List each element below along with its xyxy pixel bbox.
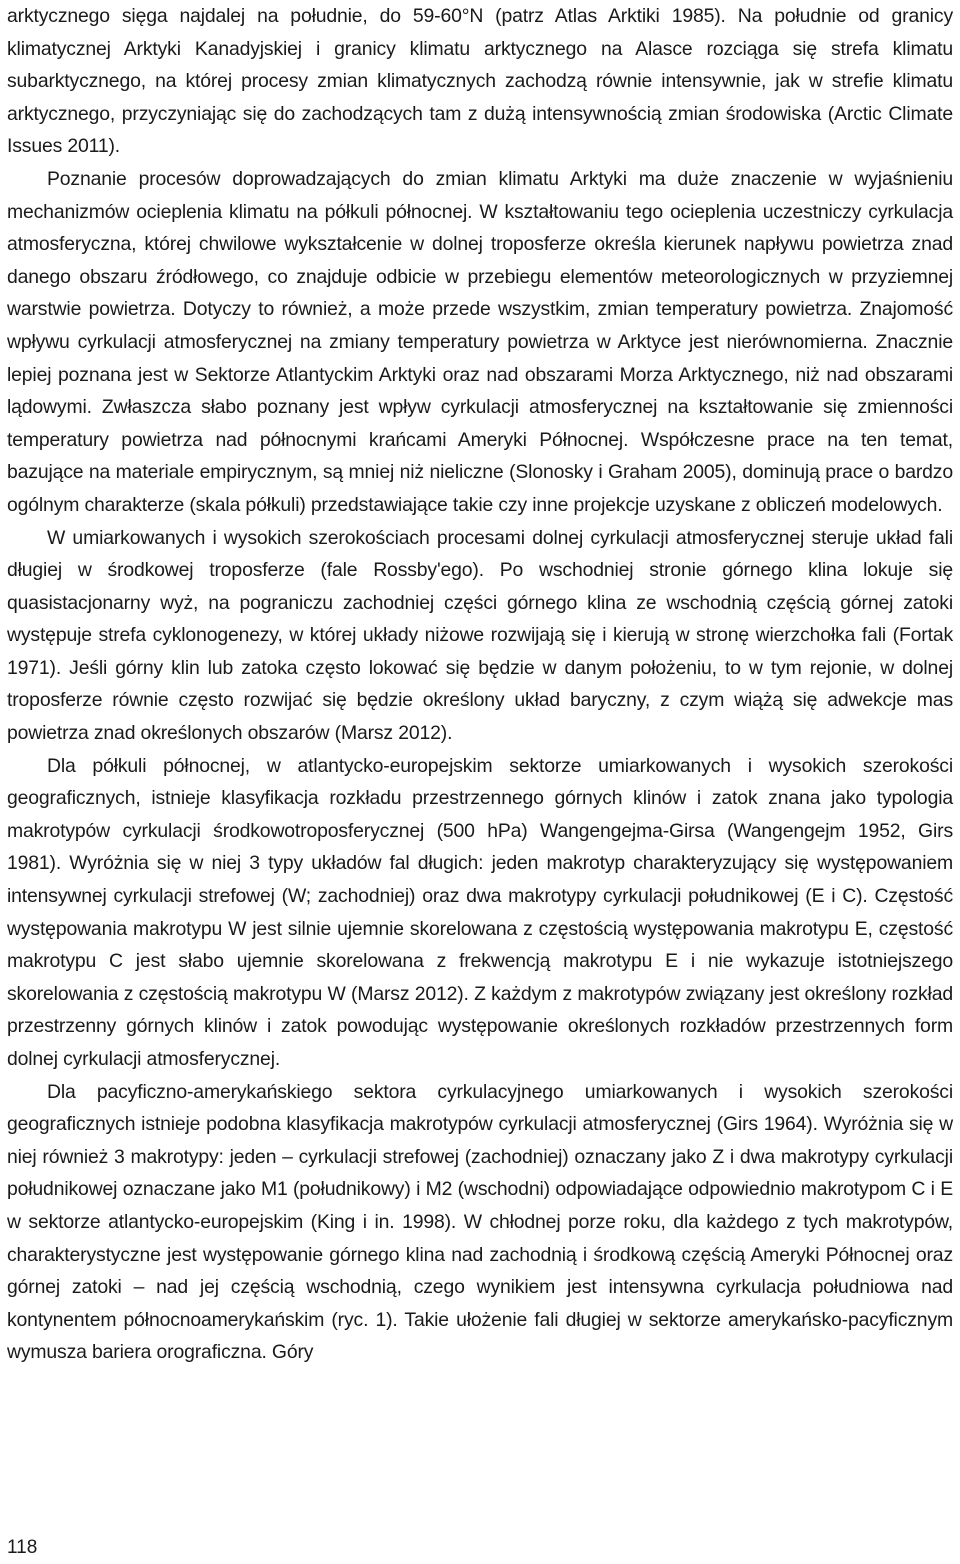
paragraph-arctic-climate-mechanisms: Poznanie procesów doprowadzających do zmian klimatu Arktyki ma duże znaczenie w wyjaśnieniu mechanizmów ocieplenia klimatu na półkuli północnej. W kształtowaniu tego ocieplenia uczestniczy cyrkulacja atmosferyczna, której chwilowe wykształcenie w dolnej troposferze określa kierunek napływu powietrza znad danego obszaru źródłowego, co znajduje odbicie w przebiegu elementów meteorologicznych w przyziemnej warstwie powietrza. Dotyczy to również, a może przede wszystkim, zmian temperatury powietrza. Znajomość wpływu cyrkulacji atmosferycznej na zmiany temperatury powietrza w Arktyce jest nierównomierna. Znacznie lepiej poznana jest w Sektorze Atlantyckim Arktyki oraz nad obszarami Morza Arktycznego, niż nad obszarami lądowymi. Zwłaszcza słabo poznany jest wpływ cyrkulacji atmosferycznej na kształtowanie się zmienności temperatury powietrza nad północnymi krańcami Ameryki Północnej. Współczesne prace na ten temat, bazujące na materiale empirycznym, są mniej niż nieliczne (Slonosky i Graham 2005), dominują prace o bardzo ogólnym charakterze (skala półkuli) przedstawiające takie czy inne projekcje uzyskane z obliczeń modelowych. [7, 167, 953, 516]
paragraph-pacific-american-sector: Dla pacyficzno-amerykańskiego sektora cyrkulacyjnego umiarkowanych i wysokich szerokości geograficznych istnieje podobna klasyfikacja makrotypów cyrkulacji atmosferycznej (Girs 1964). Wyróżnia się w niej również 3 makrotypy: jeden – cyrkulacji strefowej (zachodniej) oznaczany jako Z i dwa makrotypy cyrkulacji południkowej oznaczane jako M1 (południkowy) i M2 (wschodni) odpowiadające odpowiednio makrotypom C i E w sektorze atlantycko-europejskim (King i in. 1998). W chłodnej porze roku, dla każdego z tych makrotypów, charakterystyczne jest występowanie górnego klina nad zachodnią i środkową częścią Ameryki Północnej oraz górnej zatoki – nad jej częścią wschodnią, czego wynikiem jest intensywna cyrkulacja południowa nad kontynentem północnoamerykańskim (ryc. 1). Takie ułożenie fali długiej w sektorze amerykańsko-pacyficznym wymusza bariera orograficzna. Góry [7, 1080, 953, 1364]
paragraph-atlantic-european-sector: Dla półkuli północnej, w atlantycko-europejskim sektorze umiarkowanych i wysokich szerokości geograficznych, istnieje klasyfikacja rozkładu przestrzennego górnych klinów i zatok znana jako typologia makrotypów cyrkulacji środkowotroposferycznej (500 hPa) Wangengejma-Girsa (Wangengejm 1952, Girs 1981). Wyróżnia się w niej 3 typy układów fal długich: jeden makrotyp charakteryzujący się występowaniem intensywnej cyrkulacji strefowej (W; zachodniej) oraz dwa makrotypy cyrkulacji południkowej (E i C). Częstość występowania makrotypu W jest silnie ujemnie skorelowana z częstością występowania makrotypu E, częstość makrotypu C jest słabo ujemnie skorelowana z frekwencją makrotypu E i nie wykazuje istotniejszego skorelowania z częstością makrotypu W (Marsz 2012). Z każdym z makrotypów związany jest określony rozkład przestrzenny górnych klinów i zatok powodując występowanie określonych rozkładów przestrzennych form dolnej cyrkulacji atmosferycznej. [7, 754, 953, 1070]
paragraph-rossby-waves: W umiarkowanych i wysokich szerokościach procesami dolnej cyrkulacji atmosferycznej steruje układ fali długiej w środkowej troposferze (fale Rossby'ego). Po wschodniej stronie górnego klina lokuje się quasistacjonarny wyż, na pograniczu zachodniej części górnego klina ze wschodnią częścią górnej zatoki występuje strefa cyklonogenezy, w której układy niżowe rozwijają się i kierują w stronę wierzchołka fali (Fortak 1971). Jeśli górny klin lub zatoka często lokować się będzie w danym położeniu, to w tym rejonie, w dolnej troposferze równie często rozwijać się będzie określony układ baryczny, z czym wiążą się adwekcje mas powietrza znad określonych obszarów (Marsz 2012). [7, 526, 953, 745]
document-page [7, 0, 953, 1369]
page-number: 118 [7, 1537, 38, 1558]
paragraph-continuation: arktycznego sięga najdalej na południe, do 59-60°N (patrz Atlas Arktiki 1985). Na południe od granicy klimatycznej Arktyki Kanadyjskiej i granicy klimatu arktycznego na Alasce rozciąga się strefa klimatu subarktycznego, na której procesy zmian klimatycznych zachodzą równie intensywnie, jak w strefie klimatu arktycznego, przyczyniając się do zachodzących tam z dużą intensywnością zmian środowiska (Arctic Climate Issues 2011). [7, 5, 953, 158]
